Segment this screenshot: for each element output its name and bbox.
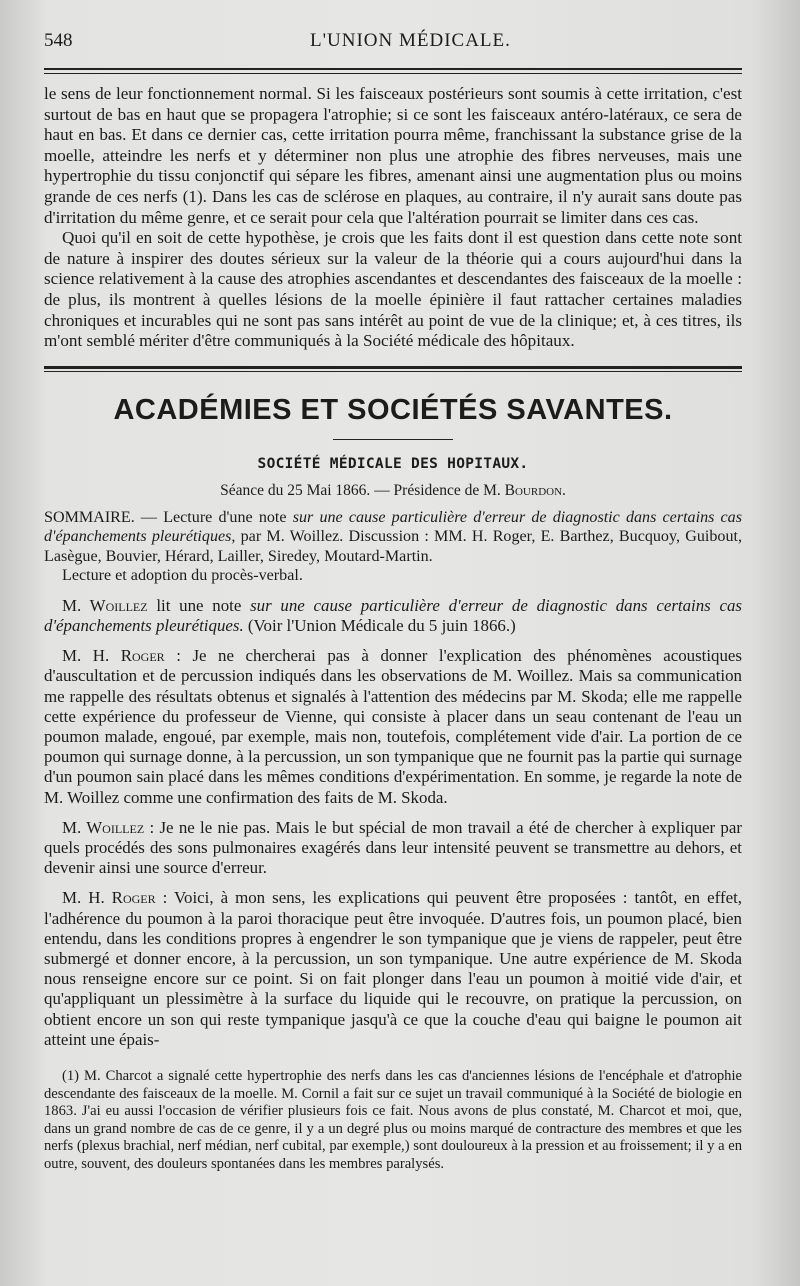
section-heading: ACADÉMIES ET SOCIÉTÉS SAVANTES. xyxy=(113,393,673,426)
summary-block xyxy=(44,508,742,586)
minutes-line: Lecture et adoption du procès-verbal. xyxy=(62,567,303,585)
intro-paragraph-1: le sens de leur fonctionnement normal. Si les faisceaux postérieurs sont soumis à cette irritation, c'est surtout de bas en haut que se propagera l'atrophie; si ce sont les faisceaux antéro-latéraux, ce sera de haut en bas. Et dans ce dernier cas, cette irritation pourra même, franchissant la substance grise de la moelle, atteindre les nerfs et y déterminer non plus une atrophie des fibres nerveuses, mais une hypertrophie du tissu conjonctif qui sépare les fibres, amenant ainsi une augmentation plus ou moins grande de ces nerfs (1). Dans les cas de sclérose en plaques, au contraire, il n'y aurait sans doute pas d'irritation du même genre, et ce serait pour cela que l'altération pourrait se limiter dans ces cas. xyxy=(44,84,742,227)
exchange-paragraph xyxy=(44,888,742,1050)
summary-dash: — Lecture d'une note xyxy=(134,508,293,526)
header-rule xyxy=(44,68,742,74)
journal-title: L'UNION MÉDICALE. xyxy=(310,30,511,51)
session-suffix: . xyxy=(562,481,566,499)
running-head xyxy=(44,30,742,64)
session-line xyxy=(44,482,742,500)
exchange-paragraph xyxy=(44,818,742,879)
exchange-text: (Voir l'Union Médicale du 5 juin 1866.) xyxy=(243,615,516,635)
exchange-lead: : xyxy=(144,817,160,837)
footnote-1: (1) M. Charcot a signalé cette hypertrophie des nerfs dans les cas d'anciennes lésions de l'encéphale et d'atrophie descendante des faisceaux de la moelle. M. Cornil a fait sur ce sujet un travail communiqué à la Société de biologie en 1863. J'ai eu aussi l'occasion de vérifier plusieurs fois ce fait. Nous avons de plus constaté, M. Charcot et moi, que, dans un grand nombre de cas de ce genre, il y a un degré plus ou moins marqué de contracture des membres et que les nerfs (plexus brachial, nerf médian, nerf cubital, par exemple,) sont douloureux à la pression et au froissement; il y a en outre, souvent, des douleurs spontanées dans les membres paralysés. xyxy=(44,1067,742,1172)
section-short-rule xyxy=(333,439,453,440)
footnotes xyxy=(44,1068,742,1174)
summary-label: SOMMAIRE. xyxy=(44,508,135,526)
exchange-paragraph xyxy=(44,596,742,636)
exchange-lead: : xyxy=(155,888,175,908)
summary-note-title: sur une cause particulière d'erreur de diagnostic dans certains cas d'épanchements pleurétiques, xyxy=(44,508,742,546)
section-rule-thick xyxy=(44,366,742,369)
summary-rest: par M. Woillez. Discussion : MM. H. Roger, E. Barthez, Bucquoy, Guibout, Lasègue, Bouvier, Hérard, Lailler, Siredey, Moutard-Martin. xyxy=(44,528,742,565)
exchange-italic: sur une cause particulière d'erreur de diagnostic dans certains cas d'épanchements pleurétiques. xyxy=(44,595,742,635)
page-number: 548 xyxy=(44,30,73,51)
exchange-text: Je ne chercherai pas à donner l'explication des phénomènes acoustiques d'auscultation et de percussion indiqués dans les observations de M. Woillez. Mais sa communication me rappelle des résultats obtenus et signalés à l'attention des médecins par M. Skoda; elle me rappelle cette expérience du professeur de Vienne, qui consiste à placer dans un seau contenant de l'eau un poumon malade, engoué, par exemple, mais non, toutefois, complétement vide d'air. La portion de ce poumon qui surnage donne, à la percussion, un son tympanique que ne fournit pas la partie qui surnage d'un poumon sain placé dans les mêmes conditions d'expérimentation. En somme, je regarde la note de M. Woillez comme une confirmation des faits de M. Skoda. xyxy=(44,646,743,807)
speaker-name: M. H. Roger xyxy=(62,888,156,908)
session-prefix: Séance du 25 Mai 1866. — Présidence de M. xyxy=(220,481,505,499)
speaker-name: M. H. Roger xyxy=(62,646,165,666)
discussion-block xyxy=(44,596,742,1050)
exchange-text: Voici, à mon sens, les explications qui peuvent être proposées : tantôt, en effet, l'adhérence du poumon à la paroi thoracique peut être invoquée. D'autres fois, un poumon placé, bien entendu, dans les conditions propres à engendrer le son tympanique que je viens de rappeler, peut être submergé et donner encore, à la percussion, un son tympanique. Une autre expérience de M. Skoda nous renseigne encore sur ce point. Si on fait plonger dans l'eau un poumon à moitié vide d'air, et qu'appliquant un plessimètre à la surface du liquide qui le recouvre, on pratique la percussion, on obtient encore un son qui reste tympanique jasqu'à ce que la couche d'eau qui baigne le poumon ait atteint une épais- xyxy=(44,888,742,1049)
exchange-paragraph xyxy=(44,646,742,808)
exchange-text: Je ne le nie pas. Mais le but spécial de mon travail a été de chercher à expliquer par quels procédés des sons pulmonaires exagérés dans leur intensité peuvent se transmettre au dehors, et devenir ainsi une source d'erreur. xyxy=(44,817,742,878)
speaker-name: M. Woillez xyxy=(62,817,145,837)
exchange-lead: lit une note xyxy=(147,595,251,615)
intro-paragraph-2: Quoi qu'il en soit de cette hypothèse, je crois que les faits dont il est question dans cette note sont de nature à inspirer des doutes sérieux sur la valeur de la théorie qui a cours aujourd'hui dans la science relativement à la cause des atrophies ascendantes et descendantes des faisceaux de la moelle : de plus, ils montrent à quelles lésions de la moelle épinière il faut rattacher certaines maladies chroniques et incurables qui ne sont pas sans intérêt au point de vue de la clinique; et, à ces titres, ils m'ont semblé mériter d'être communiqués à la Société médicale des hôpitaux. xyxy=(44,228,742,351)
session-president: Bourdon xyxy=(504,481,563,499)
summary-paragraph xyxy=(44,508,742,567)
exchange-lead: : xyxy=(164,646,193,666)
speaker-name: M. Woillez xyxy=(62,595,148,615)
section-rule-thin xyxy=(44,371,742,372)
society-heading: SOCIÉTÉ MÉDICALE DES HOPITAUX. xyxy=(257,455,529,472)
